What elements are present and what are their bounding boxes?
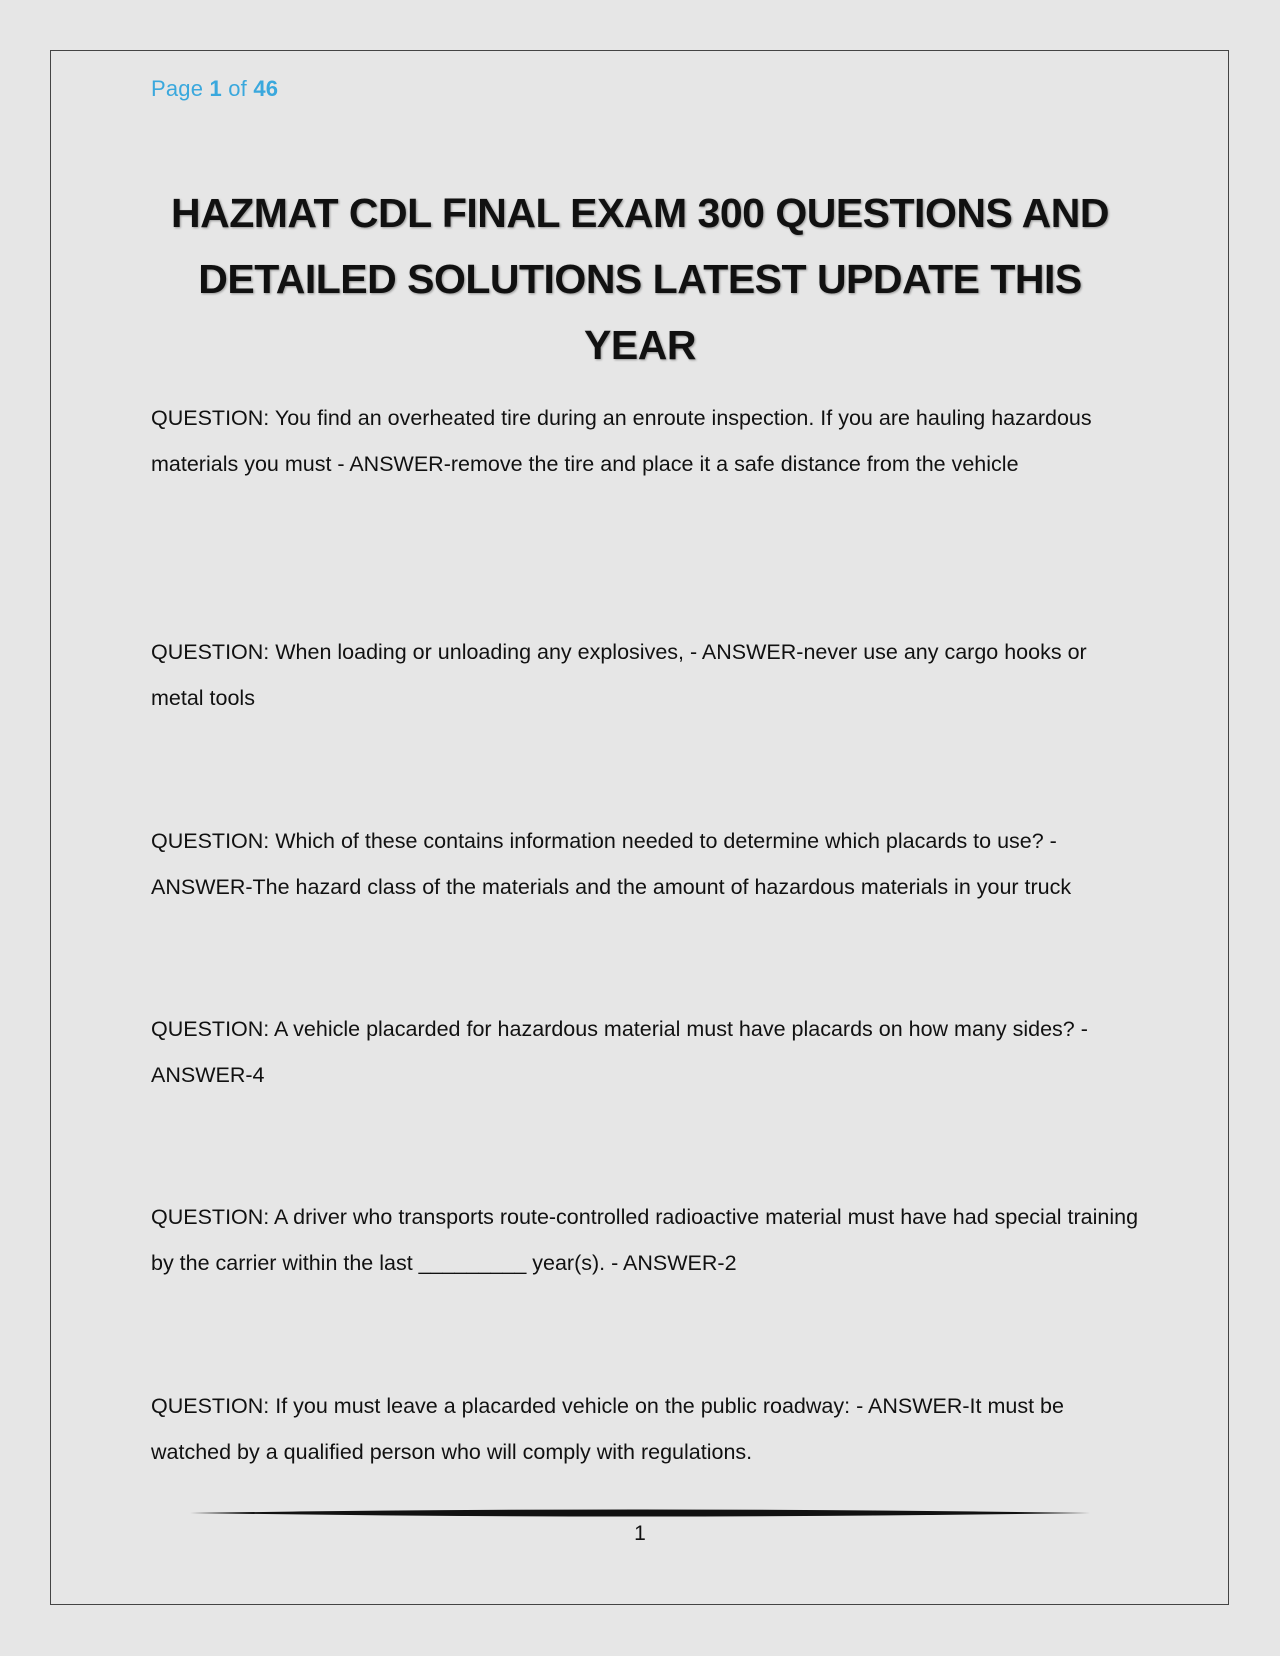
footer-page-number: 1 (634, 1522, 646, 1545)
footer-divider (190, 1508, 1090, 1518)
current-page-number: 1 (209, 76, 222, 101)
question-item-2: QUESTION: When loading or unloading any explosives, - ANSWER-never use any cargo hooks or metal tools (151, 640, 1087, 710)
question-item-4: QUESTION: A vehicle placarded for hazardous material must have placards on how many sides? - ANSWER-4 (151, 1017, 1088, 1087)
total-pages: 46 (253, 76, 279, 101)
question-item-3: QUESTION: Which of these contains information needed to determine which placards to use? - ANSWER-The hazard class of the materials and the amount of hazardous materials in your truck (151, 829, 1072, 899)
document-title: HAZMAT CDL FINAL EXAM 300 QUESTIONS AND DETAILED SOLUTIONS LATEST UPDATE THIS YEAR (171, 190, 1109, 368)
page-header (151, 76, 278, 102)
question-item-6: QUESTION: If you must leave a placarded vehicle on the public roadway: - ANSWER-It must be watched by a qualified person who will comply with regulations. (151, 1394, 1064, 1464)
page-word: Page (151, 76, 204, 101)
of-word: of (228, 76, 247, 101)
question-item-1: QUESTION: You find an overheated tire during an enroute inspection. If you are hauling hazardous materials you must - ANSWER-remove the tire and place it a safe distance from the vehicle (151, 406, 1092, 476)
question-item-5: QUESTION: A driver who transports route-controlled radioactive material must have had special training by the carrier within the last _________ year(s). - ANSWER-2 (151, 1205, 1139, 1275)
